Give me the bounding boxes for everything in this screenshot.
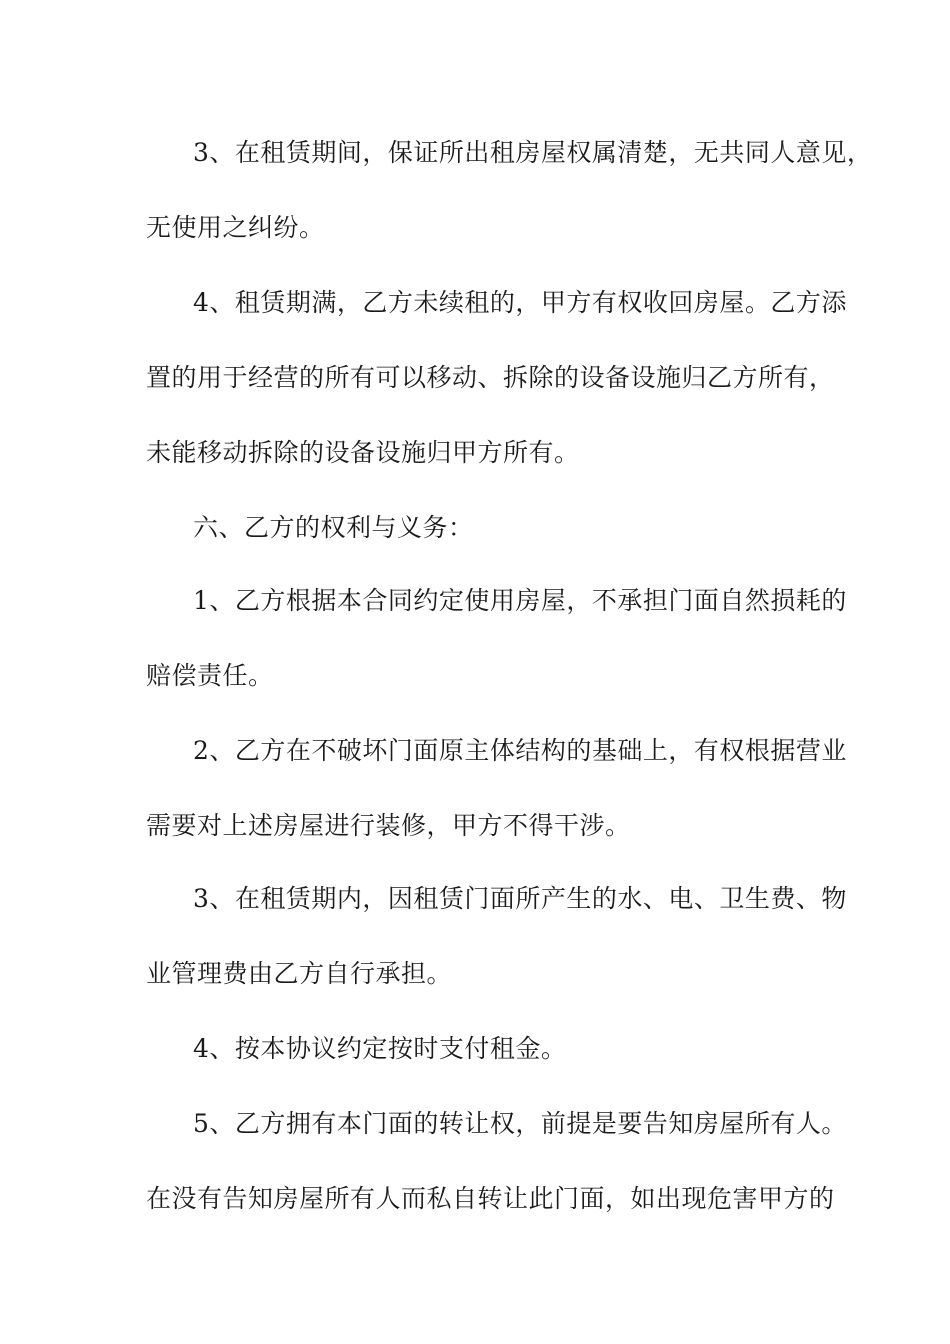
paragraph-line: 2、乙方在不破坏门面原主体结构的基础上，有权根据营业 [193,736,847,765]
paragraph-line: 需要对上述房屋进行装修，甲方不得干涉。 [146,811,631,840]
paragraph-line: 赔偿责任。 [146,661,274,690]
paragraph-line: 5、乙方拥有本门面的转让权，前提是要告知房屋所有人。 [193,1109,847,1138]
paragraph-line: 3、在租赁期间，保证所出租房屋权属清楚，无共同人意见， [193,138,873,167]
section-heading: 六、乙方的权利与义务： [193,513,474,542]
paragraph-line: 1、乙方根据本合同约定使用房屋，不承担门面自然损耗的 [193,586,847,615]
paragraph-line: 3、在租赁期内，因租赁门面所产生的水、电、卫生费、物 [193,884,847,913]
paragraph-line: 在没有告知房屋所有人而私自转让此门面，如出现危害甲方的 [146,1184,835,1213]
paragraph-line: 4、租赁期满，乙方未续租的，甲方有权收回房屋。乙方添 [193,288,847,317]
paragraph-line: 置的用于经营的所有可以移动、拆除的设备设施归乙方所有， [146,363,835,392]
paragraph-line: 4、按本协议约定按时支付租金。 [193,1034,567,1063]
paragraph-line: 业管理费由乙方自行承担。 [146,959,453,988]
paragraph-line: 未能移动拆除的设备设施归甲方所有。 [146,438,580,467]
paragraph-line: 无使用之纠纷。 [146,213,325,242]
